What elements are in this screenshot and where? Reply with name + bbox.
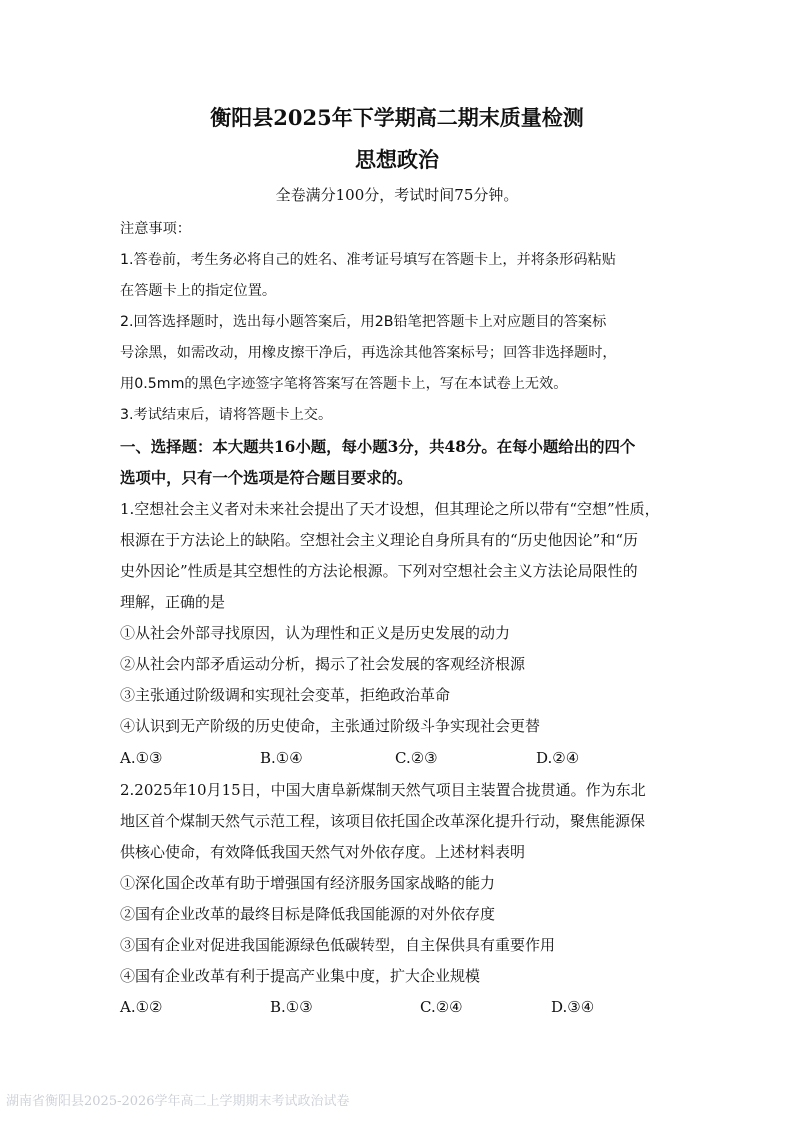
question-stem-line: 理解，正确的是	[120, 593, 226, 611]
statement-item: ②国有企业改革的最终目标是降低我国能源的对外依存度	[120, 905, 496, 923]
footer-watermark: 湖南省衡阳县2025-2026学年高二上学期期末考试政治试卷	[6, 1094, 350, 1109]
statement-item: ①从社会外部寻找原因，认为理性和正义是历史发展的动力	[120, 624, 511, 642]
question-stem-line: 供核心使命，有效降低我国天然气对外依存度。上述材料表明	[120, 843, 526, 861]
option-d: D.③④	[551, 998, 595, 1016]
exam-info: 全卷满分100分，考试时间75分钟。	[275, 186, 519, 204]
notes-line: 1.答卷前，考生务必将自己的姓名、准考证号填写在答题卡上，并将条形码粘贴	[120, 252, 616, 268]
section-line: 选项中，只有一个选项是符合题目要求的。	[120, 469, 413, 487]
notes-line: 在答题卡上的指定位置。	[120, 283, 277, 299]
notes-line: 2.回答选择题时，选出每小题答案后，用2B铅笔把答题卡上对应题目的答案标	[120, 314, 607, 330]
notes-line: 3.考试结束后，请将答题卡上交。	[120, 407, 333, 423]
question-stem-line: 根源在于方法论上的缺陷。空想社会主义理论自身所具有的“历史他因论”和“历	[120, 531, 639, 549]
statement-item: ④认识到无产阶级的历史使命，主张通过阶级斗争实现社会更替	[120, 717, 541, 735]
question-stem-line: 2.2025年10月15日，中国大唐阜新煤制天然气项目主装置合拢贯通。作为东北	[120, 781, 646, 799]
statement-item: ①深化国企改革有助于增强国有经济服务国家战略的能力	[120, 874, 496, 892]
section-line: 一、选择题：本大题共16小题，每小题3分，共48分。在每小题给出的四个	[120, 438, 636, 456]
option-a: A.①②	[120, 998, 163, 1016]
statement-item: ④国有企业改革有利于提高产业集中度，扩大企业规模	[120, 967, 481, 985]
exam-title: 衡阳县2025年下学期高二期末质量检测	[210, 105, 584, 130]
question-stem-line: 地区首个煤制天然气示范工程，该项目依托国企改革深化提升行动，聚焦能源保	[120, 812, 646, 830]
question-stem-line: 史外因论”性质是其空想性的方法论根源。下列对空想社会主义方法论局限性的	[120, 562, 638, 580]
notes-line: 用0.5mm的黑色字迹签字笔将答案写在答题卡上，写在本试卷上无效。	[120, 376, 568, 392]
statement-item: ③主张通过阶级调和实现社会变革，拒绝政治革命	[120, 686, 451, 704]
subject-title: 思想政治	[355, 147, 439, 172]
option-c: C.②④	[420, 998, 463, 1016]
question-stem-line: 1.空想社会主义者对未来社会提出了天才设想，但其理论之所以带有“空想”性质，	[120, 500, 660, 518]
option-b: B.①④	[260, 749, 303, 767]
option-c: C.②③	[395, 749, 438, 767]
statement-item: ③国有企业对促进我国能源绿色低碳转型，自主保供具有重要作用	[120, 936, 556, 954]
option-a: A.①③	[120, 749, 163, 767]
notes-heading: 注意事项：	[120, 221, 191, 237]
statement-item: ②从社会内部矛盾运动分析，揭示了社会发展的客观经济根源	[120, 655, 526, 673]
option-d: D.②④	[536, 749, 580, 767]
notes-line: 号涂黑，如需改动，用橡皮擦干净后，再选涂其他答案标号；回答非选择题时，	[120, 345, 617, 361]
option-b: B.①③	[270, 998, 313, 1016]
